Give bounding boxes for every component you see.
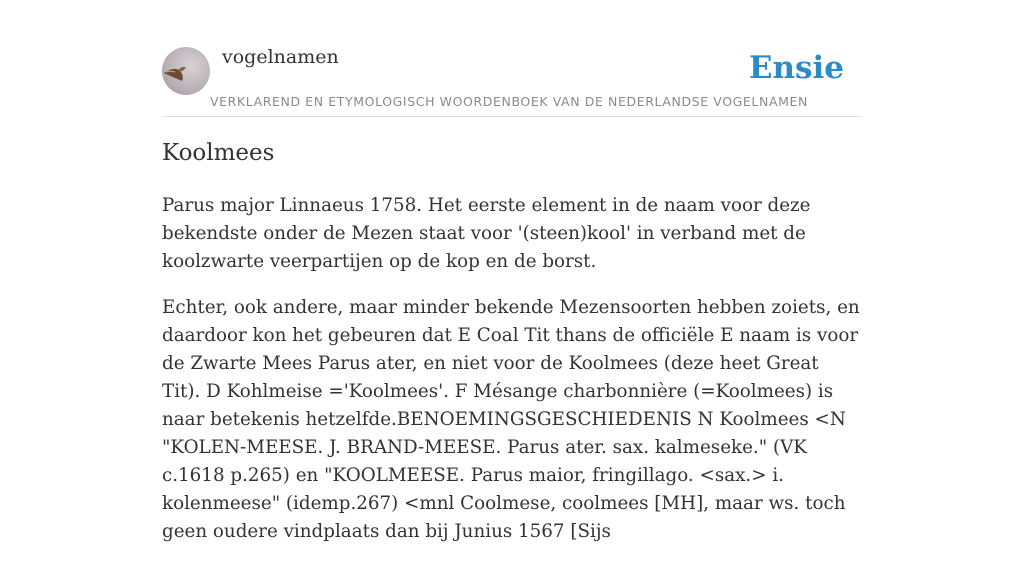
site-avatar[interactable]: [162, 47, 210, 95]
bird-icon: [162, 47, 210, 95]
site-header: [162, 0, 862, 117]
ensie-logo-link[interactable]: Ensie: [748, 50, 844, 86]
article-body: [162, 192, 862, 564]
article-title: Koolmees: [162, 140, 275, 166]
article-paragraph: Parus major Linnaeus 1758. Het eerste element in de naam voor deze bekendste onder de Mezen staat voor '(steen)kool' in verband met de koolzwarte veerpartijen op de kop en de borst.: [162, 195, 811, 272]
page-container: [162, 0, 862, 542]
site-name[interactable]: vogelnamen: [222, 46, 339, 68]
article-paragraph: Echter, ook andere, maar minder bekende Mezensoorten hebben zoiets, en daardoor kon het gebeuren dat E Coal Tit thans de officiële E naam is voor de Zwarte Mees Parus ater, en niet voor de Koolmees (deze heet Great Tit). D Kohlmeise ='Koolmees'. F Mésange charbonnière (=Koolmees) is naar betekenis hetzelfde.BENOEMINGSGESCHIEDENIS N Koolmees <N "KOLEN-MEESE. J. BRAND-MEESE. Parus ater. sax. kalmeseke." (VK c.1618 p.265) en "KOOLMEESE. Parus maior, fringillago. <sax.> i. kolenmeese" (idemp.267) <mnl Coolmese, coolmees [MH], maar ws. toch geen oudere vindplaats dan bij Junius 1567 [Sijs: [162, 297, 860, 542]
site-subtitle: VERKLAREND EN ETYMOLOGISCH WOORDENBOEK VAN DE NEDERLANDSE VOGELNAMEN: [210, 94, 808, 109]
